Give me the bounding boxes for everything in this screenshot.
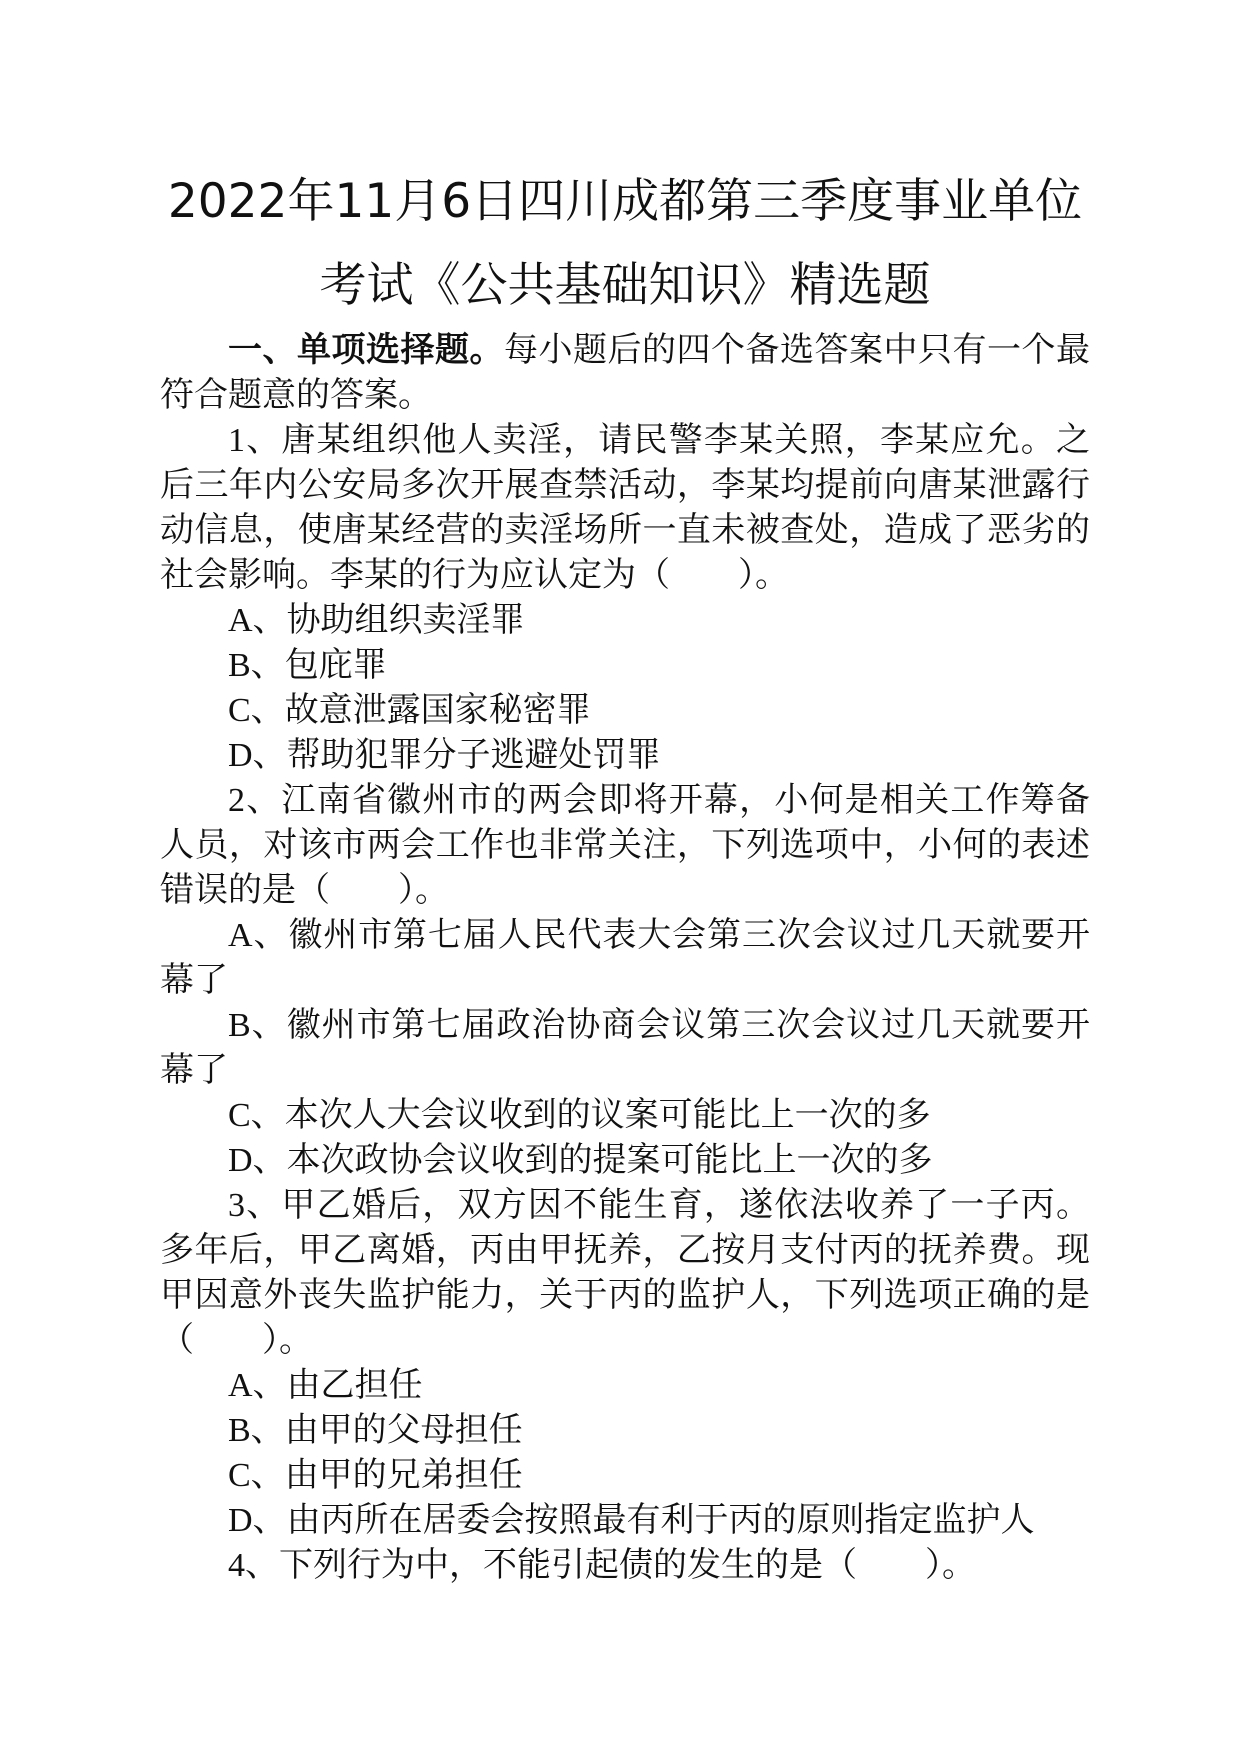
question-2 — [160, 778, 1090, 1183]
option-label: B、 — [228, 1412, 285, 1449]
option-c — [160, 1453, 1090, 1498]
option-b — [160, 1003, 1090, 1093]
question-stem — [160, 1183, 1090, 1363]
title-line-1: 2022年11月6日四川成都第三季度事业单位 — [167, 174, 1083, 229]
question-number: 1、 — [228, 422, 282, 459]
document-body — [160, 328, 1090, 1588]
question-4 — [160, 1543, 1090, 1588]
option-d — [160, 1138, 1090, 1183]
option-d — [160, 733, 1090, 778]
question-stem — [160, 778, 1090, 913]
section-heading: 一、单项选择题。 — [228, 330, 504, 370]
option-label: D、 — [228, 1142, 287, 1179]
title-line-2: 考试《公共基础知识》精选题 — [319, 258, 931, 313]
option-a — [160, 913, 1090, 1003]
option-label: D、 — [228, 1502, 287, 1539]
option-b — [160, 643, 1090, 688]
option-text: 协助组织卖淫罪 — [286, 600, 525, 640]
option-text: 包庇罪 — [284, 645, 387, 685]
option-d — [160, 1498, 1090, 1543]
option-text: 徽州市第七届政治协商会议第三次会议过几天就要开幕了 — [160, 1005, 1090, 1090]
option-label: B、 — [228, 1007, 287, 1044]
option-text: 徽州市第七届人民代表大会第三次会议过几天就要开幕了 — [160, 915, 1090, 1000]
option-text: 本次人大会议收到的议案可能比上一次的多 — [284, 1095, 931, 1135]
option-label: C、 — [228, 1097, 285, 1134]
option-a — [160, 1363, 1090, 1408]
question-number: 2、 — [228, 782, 282, 819]
question-text: 下列行为中，不能引起债的发生的是（ ）。 — [279, 1545, 976, 1585]
question-stem — [160, 418, 1090, 598]
option-label: B、 — [228, 647, 285, 684]
option-label: C、 — [228, 692, 285, 729]
question-text: 唐某组织他人卖淫，请民警李某关照，李某应允。之后三年内公安局多次开展查禁活动，李某均提前向唐某泄露行动信息，使唐某经营的卖淫场所一直未被查处，造成了恶劣的社会影响。李某的行为应认定为（ ）。 — [160, 420, 1091, 595]
option-label: A、 — [228, 602, 287, 639]
document-page — [160, 160, 1090, 1588]
option-text: 本次政协会议收到的提案可能比上一次的多 — [286, 1140, 933, 1180]
option-c — [160, 1093, 1090, 1138]
option-label: D、 — [228, 737, 287, 774]
question-text: 甲乙婚后，双方因不能生育，遂依法收养了一子丙。多年后，甲乙离婚，丙由甲抚养，乙按月支付丙的抚养费。现甲因意外丧失监护能力，关于丙的监护人，下列选项正确的是（ ）。 — [160, 1185, 1091, 1360]
option-label: A、 — [228, 917, 289, 954]
option-b — [160, 1408, 1090, 1453]
question-text: 江南省徽州市的两会即将开幕，小何是相关工作筹备人员，对该市两会工作也非常关注，下列选项中，小何的表述错误的是（ ）。 — [160, 780, 1091, 910]
option-label: C、 — [228, 1457, 285, 1494]
question-stem — [160, 1543, 1090, 1588]
question-3 — [160, 1183, 1090, 1543]
option-text: 故意泄露国家秘密罪 — [284, 690, 591, 730]
option-text: 由丙所在居委会按照最有利于丙的原则指定监护人 — [286, 1500, 1035, 1540]
question-1 — [160, 418, 1090, 778]
section-intro — [160, 328, 1090, 418]
option-text: 由甲的兄弟担任 — [284, 1455, 523, 1495]
section-instructions: 每小题后的四个备选答案中只有一个最符合题意的答案。 — [160, 330, 1090, 415]
option-label: A、 — [228, 1367, 287, 1404]
document-title — [160, 160, 1090, 328]
question-number: 3、 — [228, 1187, 282, 1224]
option-a — [160, 598, 1090, 643]
option-text: 由乙担任 — [286, 1365, 423, 1405]
question-number: 4、 — [228, 1547, 279, 1584]
option-text: 帮助犯罪分子逃避处罚罪 — [286, 735, 661, 775]
option-c — [160, 688, 1090, 733]
option-text: 由甲的父母担任 — [284, 1410, 523, 1450]
